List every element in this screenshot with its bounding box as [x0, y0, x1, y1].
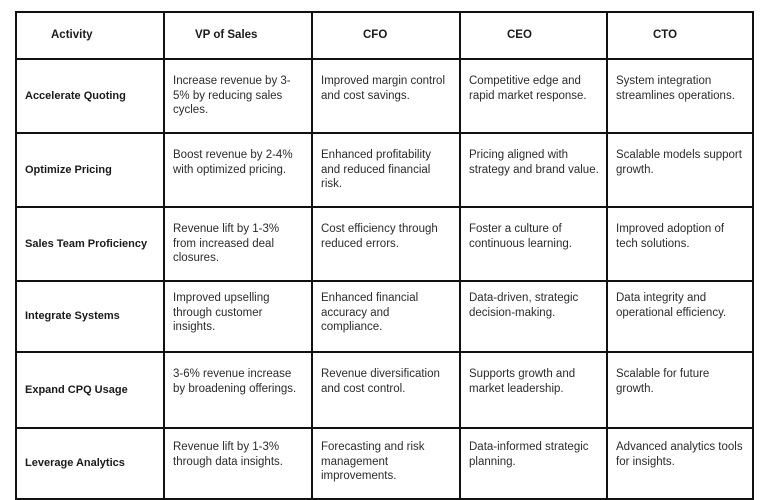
ceo-cell: Pricing aligned with strategy and brand value. [460, 133, 607, 207]
cfo-cell: Forecasting and risk management improvements. [312, 428, 460, 499]
header-cfo: CFO [312, 12, 460, 59]
vp-sales-cell: Revenue lift by 1-3% from increased deal closures. [164, 207, 312, 281]
vp-sales-cell: Improved upselling through customer insights. [164, 281, 312, 352]
ceo-cell: Supports growth and market leadership. [460, 352, 607, 428]
stakeholder-value-table-container [15, 11, 752, 482]
table-row [16, 133, 753, 207]
table-row [16, 281, 753, 352]
ceo-cell: Competitive edge and rapid market response. [460, 59, 607, 133]
cto-cell: Advanced analytics tools for insights. [607, 428, 753, 499]
table-row [16, 428, 753, 499]
cfo-cell: Revenue diversification and cost control. [312, 352, 460, 428]
cfo-cell: Cost efficiency through reduced errors. [312, 207, 460, 281]
cto-cell: Data integrity and operational efficiency. [607, 281, 753, 352]
table-row [16, 59, 753, 133]
header-row [16, 12, 753, 59]
header-activity: Activity [16, 12, 164, 59]
cfo-cell: Improved margin control and cost savings. [312, 59, 460, 133]
cto-cell: System integration streamlines operations. [607, 59, 753, 133]
vp-sales-cell: 3-6% revenue increase by broadening offerings. [164, 352, 312, 428]
header-cto: CTO [607, 12, 753, 59]
vp-sales-cell: Increase revenue by 3-5% by reducing sales cycles. [164, 59, 312, 133]
activity-cell: Sales Team Proficiency [16, 207, 164, 281]
activity-cell: Expand CPQ Usage [16, 352, 164, 428]
ceo-cell: Foster a culture of continuous learning. [460, 207, 607, 281]
ceo-cell: Data-driven, strategic decision-making. [460, 281, 607, 352]
activity-cell: Leverage Analytics [16, 428, 164, 499]
cfo-cell: Enhanced financial accuracy and compliance. [312, 281, 460, 352]
cto-cell: Improved adoption of tech solutions. [607, 207, 753, 281]
activity-cell: Integrate Systems [16, 281, 164, 352]
activity-cell: Optimize Pricing [16, 133, 164, 207]
table-row [16, 207, 753, 281]
stakeholder-value-table [15, 11, 754, 500]
cfo-cell: Enhanced profitability and reduced financial risk. [312, 133, 460, 207]
table-row [16, 352, 753, 428]
vp-sales-cell: Boost revenue by 2-4% with optimized pricing. [164, 133, 312, 207]
header-vp-of-sales: VP of Sales [164, 12, 312, 59]
cto-cell: Scalable models support growth. [607, 133, 753, 207]
vp-sales-cell: Revenue lift by 1-3% through data insights. [164, 428, 312, 499]
cto-cell: Scalable for future growth. [607, 352, 753, 428]
ceo-cell: Data-informed strategic planning. [460, 428, 607, 499]
header-ceo: CEO [460, 12, 607, 59]
activity-cell: Accelerate Quoting [16, 59, 164, 133]
